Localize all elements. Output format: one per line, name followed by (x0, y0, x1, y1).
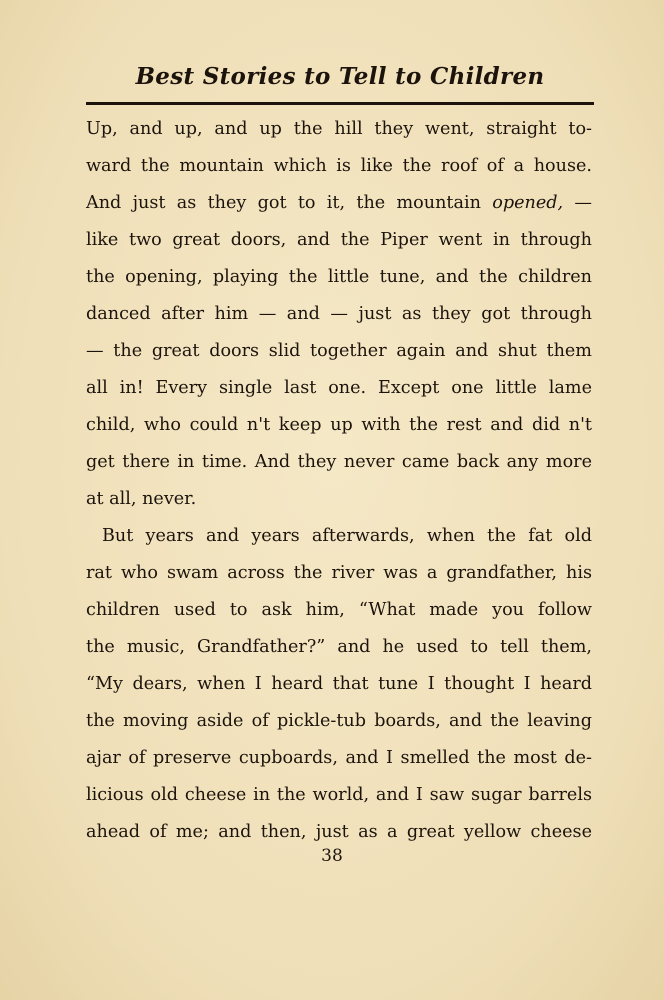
text-line: children used to ask him, “What made you follow (86, 600, 592, 620)
header-rule (86, 102, 594, 105)
text-line: the opening, playing the little tune, and the children (86, 267, 592, 287)
text-line: And just as they got to it, the mountain opened, — (86, 193, 592, 213)
text-line: child, who could n't keep up with the rest and did n't (86, 415, 592, 435)
text-line: rat who swam across the river was a grandfather, his (86, 563, 592, 583)
text-line: ahead of me; and then, just as a great yellow cheese (86, 822, 592, 842)
text-line: — the great doors slid together again and shut them (86, 341, 592, 361)
text-line: at all, never. (86, 489, 197, 509)
text-line: the moving aside of pickle-tub boards, and the leaving (86, 711, 592, 731)
text-line: ajar of preserve cupboards, and I smelled the most de- (86, 748, 592, 768)
text-line: all in! Every single last one. Except one little lame (86, 378, 592, 398)
emphasis-text: opened, (492, 193, 564, 213)
text-line: “My dears, when I heard that tune I thought I heard (86, 674, 592, 694)
text-line: Up, and up, and up the hill they went, straight to- (86, 119, 592, 139)
running-head: Best Stories to Tell to Children (135, 63, 545, 90)
text-line: licious old cheese in the world, and I saw sugar barrels (86, 785, 592, 805)
text-line: But years and years afterwards, when the fat old (102, 526, 592, 546)
text-line: ward the mountain which is like the roof of a house. (86, 156, 592, 176)
text-line: danced after him — and — just as they got through (86, 304, 592, 324)
page-number: 38 (321, 846, 343, 866)
text-line: the music, Grandfather?” and he used to tell them, (86, 637, 592, 657)
text-line: like two great doors, and the Piper went in through (86, 230, 592, 250)
text-line: get there in time. And they never came back any more (86, 452, 592, 472)
